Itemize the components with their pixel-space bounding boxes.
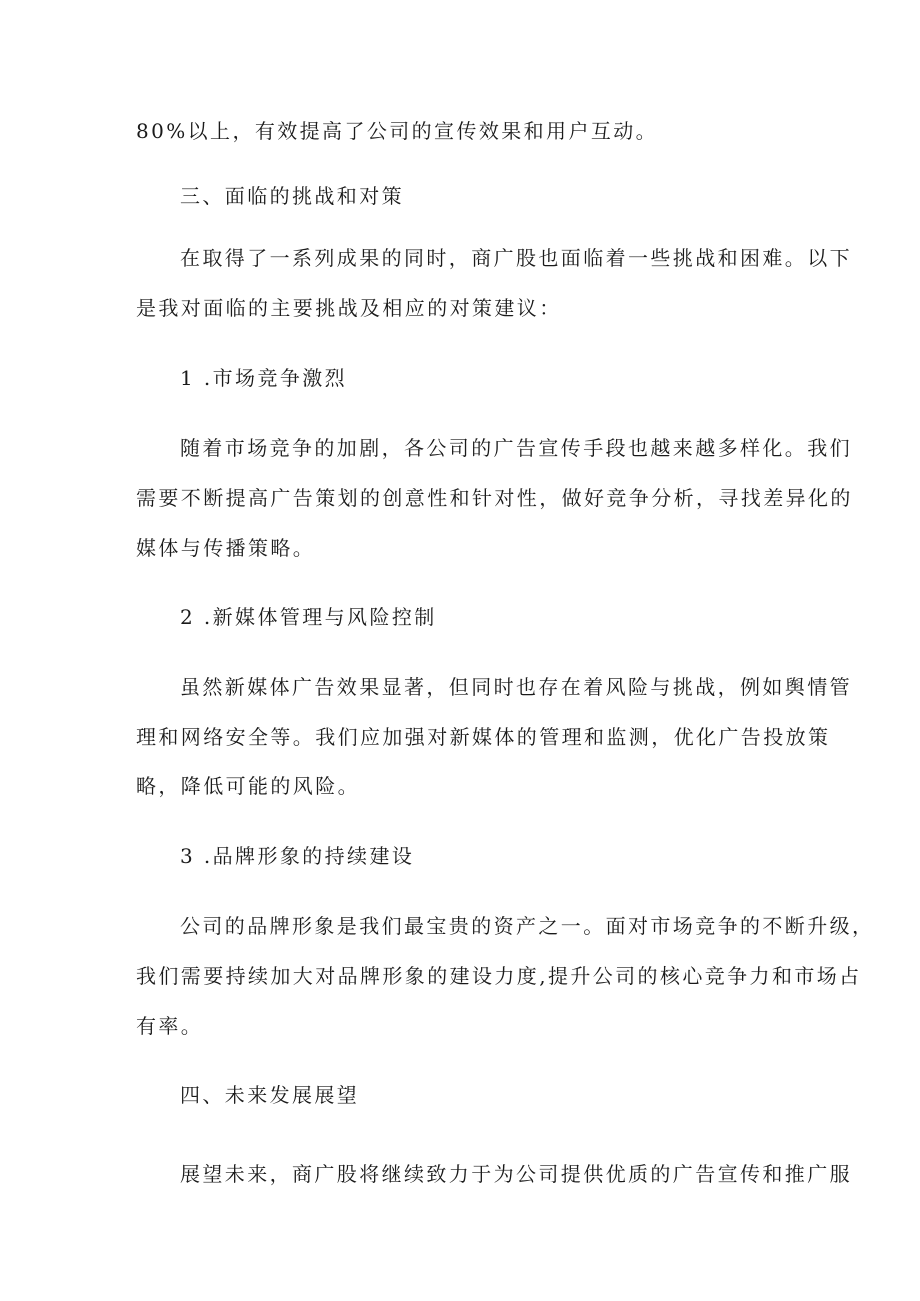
item-3-body-line-1: 公司的品牌形象是我们最宝贵的资产之一。面对市场竞争的不断升级， bbox=[180, 914, 875, 938]
item-1-body-line-3: 媒体与传播策略。 bbox=[136, 536, 316, 560]
section-4-body-line-1: 展望未来，商广股将继续致力于为公司提供优质的广告宣传和推广服 bbox=[180, 1162, 852, 1186]
section-3-heading: 三、面临的挑战和对策 bbox=[180, 184, 404, 208]
item-2-body-line-3: 略，降低可能的风险。 bbox=[136, 774, 360, 798]
item-2-heading: 2 .新媒体管理与风险控制 bbox=[180, 605, 437, 629]
item-1-heading: 1 .市场竞争激烈 bbox=[180, 366, 348, 390]
item-1-body-line-1: 随着市场竞争的加剧，各公司的广告宣传手段也越来越多样化。我们 bbox=[180, 436, 852, 460]
item-2-body-line-1: 虽然新媒体广告效果显著，但同时也存在着风险与挑战，例如舆情管 bbox=[180, 675, 852, 699]
item-3-heading: 3 .品牌形象的持续建设 bbox=[180, 844, 415, 868]
item-2-body-line-2: 理和网络安全等。我们应加强对新媒体的管理和监测，优化广告投放策 bbox=[136, 725, 831, 749]
item-1-body-line-2: 需要不断提高广告策划的创意性和针对性，做好竞争分析，寻找差异化的 bbox=[136, 486, 853, 510]
item-3-body-line-2: 我们需要持续加大对品牌形象的建设力度,提升公司的核心竞争力和市场占 bbox=[136, 964, 862, 988]
paragraph-continuation: 80%以上，有效提高了公司的宣传效果和用户互动。 bbox=[136, 119, 659, 143]
section-4-heading: 四、未来发展展望 bbox=[180, 1083, 360, 1107]
section-3-intro-line-2: 是我对面临的主要挑战及相应的对策建议： bbox=[136, 296, 562, 320]
section-3-intro-line-1: 在取得了一系列成果的同时，商广股也面临着一些挑战和困难。以下 bbox=[180, 246, 852, 270]
item-3-body-line-3: 有率。 bbox=[136, 1014, 204, 1038]
